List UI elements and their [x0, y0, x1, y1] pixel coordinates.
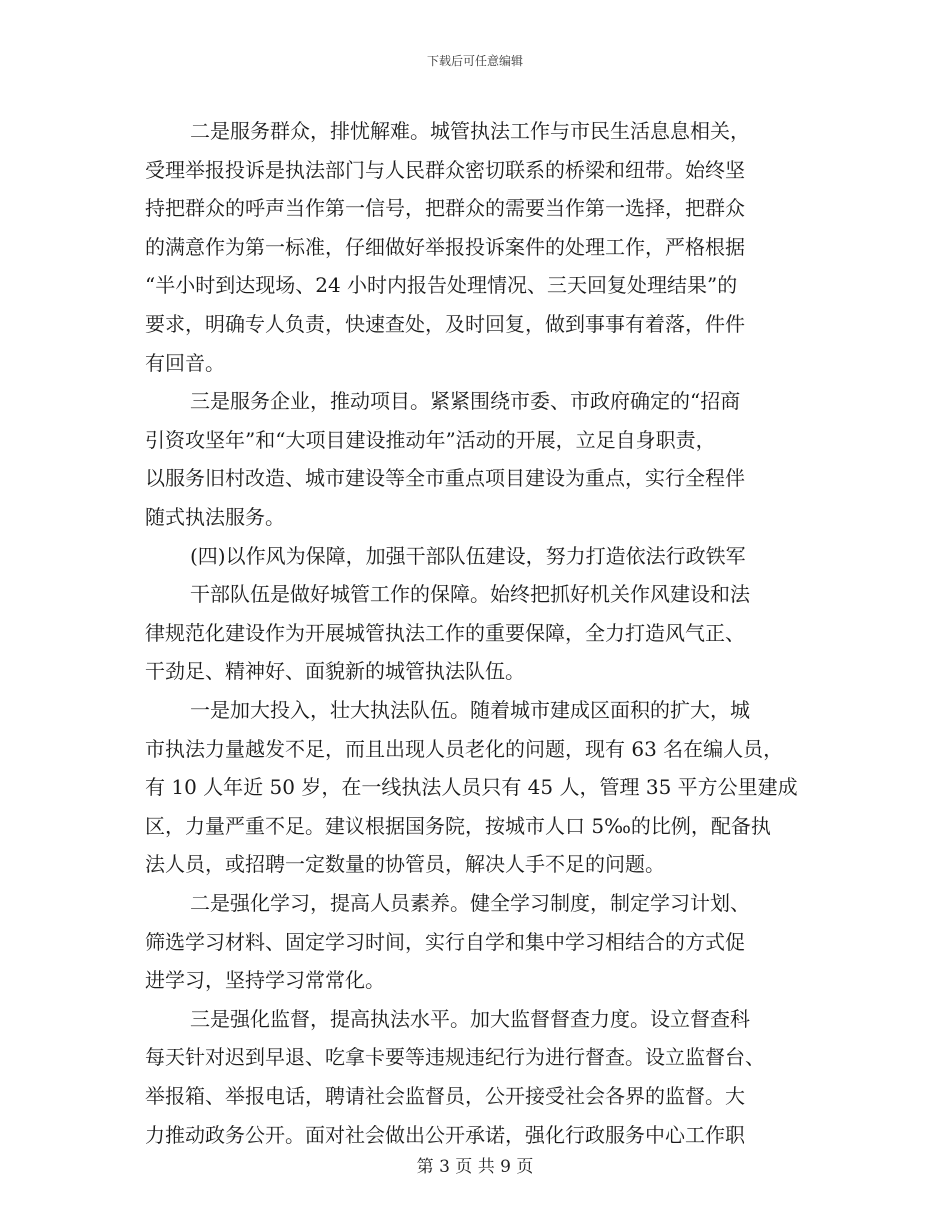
text-line: 三是服务企业，推动项目。紧紧围绕市委、市政府确定的“招商 — [190, 389, 741, 414]
text-line: 以服务旧村改造、城市建设等全市重点项目建设为重点，实行全程伴 — [145, 466, 745, 491]
text-line: 力推动政务公开。面对社会做出公开承诺，强化行政服务中心工作职 — [145, 1122, 745, 1147]
text-line: 干部队伍是做好城管工作的保障。始终把抓好机关作风建设和法 — [190, 582, 750, 607]
text-line: “半小时到达现场、24 小时内报告处理情况、三天回复处理结果”的 — [145, 273, 738, 298]
text-line: 受理举报投诉是执法部门与人民群众密切联系的桥梁和纽带。始终坚 — [145, 157, 745, 182]
text-line: 每天针对迟到早退、吃拿卡要等违规违纪行为进行督查。设立监督台、 — [145, 1045, 765, 1070]
text-line: 持把群众的呼声当作第一信号，把群众的需要当作第一选择，把群众 — [145, 196, 745, 221]
text-line: 要求，明确专人负责，快速查处，及时回复，做到事事有着落，件件 — [145, 312, 745, 336]
text-line: 进学习，坚持学习常常化。 — [145, 968, 385, 993]
text-line: 三是强化监督，提高执法水平。加大监督督查力度。设立督查科 — [190, 1006, 750, 1031]
text-line: 律规范化建设作为开展城管执法工作的重要保障，全力打造风气正、 — [145, 620, 745, 645]
text-line: 二是强化学习，提高人员素养。健全学习制度，制定学习计划、 — [190, 891, 750, 915]
text-line: 的满意作为第一标准，仔细做好举报投诉案件的处理工作，严格根据 — [145, 234, 745, 259]
text-line: 一是加大投入，壮大执法队伍。随着城市建成区面积的扩大，城 — [190, 698, 750, 722]
text-line: 市执法力量越发不足，而且出现人员老化的问题，现有 63 名在编人员， — [145, 736, 784, 761]
page-footer: 第 3 页 共 9 页 — [416, 1157, 534, 1177]
text-line: 随式执法服务。 — [145, 505, 285, 529]
text-line: 有 10 人年近 50 岁，在一线执法人员只有 45 人，管理 35 平方公里建成 — [145, 775, 798, 800]
text-line: 区，力量严重不足。建议根据国务院，按城市人口 5‰的比例，配备执 — [145, 813, 771, 838]
text-line: 举报箱、举报电话，聘请社会监督员，公开接受社会各界的监督。大 — [145, 1084, 745, 1108]
text-line: 干劲足、精神好、面貌新的城管执法队伍。 — [145, 659, 525, 684]
text-line: 引资攻坚年”和“大项目建设推动年”活动的开展，立足自身职责， — [145, 427, 716, 452]
text-line: 筛选学习材料、固定学习时间，实行自学和集中学习相结合的方式促 — [145, 929, 745, 954]
page-header: 下载后可任意编辑 — [426, 54, 523, 68]
text-line: 法人员，或招聘一定数量的协管员，解决人手不足的问题。 — [145, 852, 665, 877]
text-line: 二是服务群众，排忧解难。城管执法工作与市民生活息息相关， — [190, 119, 750, 143]
section-heading: (四)以作风为保障，加强干部队伍建设，努力打造依法行政铁军 — [190, 543, 746, 568]
text-line: 有回音。 — [145, 350, 225, 375]
